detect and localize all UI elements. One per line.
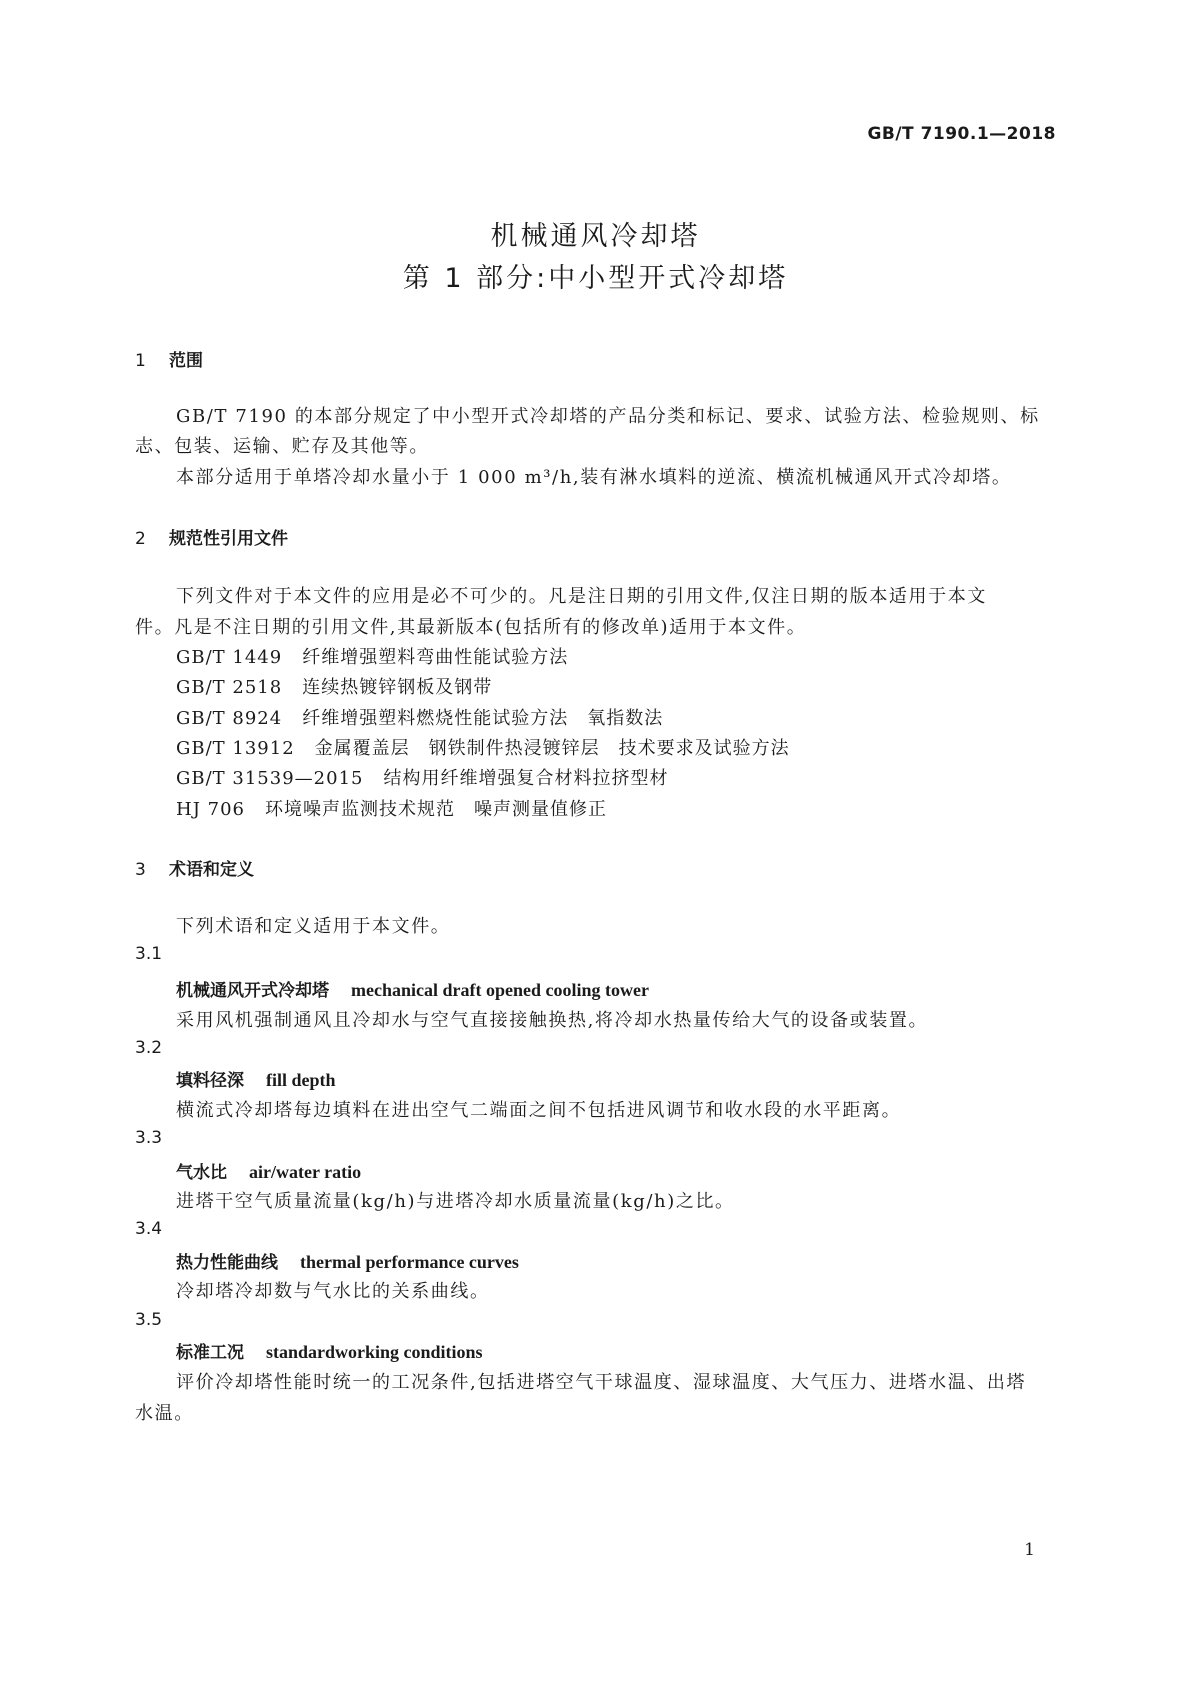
reference-item [176, 734, 790, 760]
term-number: 3.4 [135, 1219, 163, 1239]
term-zh: 气水比 [176, 1163, 227, 1183]
reference-code: GB/T 13912 [176, 738, 295, 759]
paragraph: 件。凡是不注日期的引用文件,其最新版本(包括所有的修改单)适用于本文件。 [135, 617, 807, 638]
term-en: mechanical draft opened cooling tower [351, 980, 649, 1000]
reference-code: HJ 706 [176, 799, 245, 820]
section-1-heading [135, 346, 203, 371]
reference-title: 纤维增强塑料弯曲性能试验方法 [302, 647, 569, 668]
paragraph: 下列术语和定义适用于本文件。 [176, 916, 451, 937]
paragraph: 下列文件对于本文件的应用是必不可少的。凡是注日期的引用文件,仅注日期的版本适用于本文 [176, 586, 987, 607]
term-definition-continued: 水温。 [135, 1403, 194, 1424]
section-3-heading [135, 855, 254, 880]
section-number: 3 [135, 860, 146, 880]
reference-title: 金属覆盖层 钢铁制件热浸镀锌层 技术要求及试验方法 [314, 738, 790, 759]
term-number: 3.2 [135, 1038, 163, 1058]
term-zh: 填料径深 [176, 1071, 244, 1091]
term-zh: 机械通风开式冷却塔 [176, 981, 329, 1001]
term-en: standardworking conditions [266, 1342, 483, 1362]
term-en: air/water ratio [249, 1162, 362, 1182]
section-number: 1 [135, 351, 146, 371]
reference-code: GB/T 2518 [176, 677, 283, 698]
reference-code: GB/T 8924 [176, 708, 283, 729]
term-number: 3.1 [135, 944, 163, 964]
term-definition: 横流式冷却塔每边填料在进出空气二端面之间不包括进风调节和收水段的水平距离。 [176, 1100, 902, 1121]
term-zh: 热力性能曲线 [176, 1253, 278, 1273]
section-2-heading [135, 524, 288, 549]
reference-item [176, 673, 492, 699]
term-en: fill depth [266, 1070, 336, 1090]
section-title: 范围 [169, 351, 203, 371]
section-title: 规范性引用文件 [169, 529, 288, 549]
page-number: 1 [1024, 1540, 1035, 1560]
term-definition: 采用风机强制通风且冷却水与空气直接接触换热,将冷却水热量传给大气的设备或装置。 [176, 1010, 929, 1031]
section-title: 术语和定义 [169, 860, 254, 880]
term-title [176, 1248, 519, 1273]
paragraph: 志、包装、运输、贮存及其他等。 [135, 436, 429, 457]
paragraph: GB/T 7190 的本部分规定了中小型开式冷却塔的产品分类和标记、要求、试验方法、检验规则、标 [176, 406, 1040, 427]
term-title [176, 976, 649, 1001]
reference-item [176, 704, 663, 730]
reference-item [176, 643, 568, 669]
term-title [176, 1066, 336, 1091]
term-number: 3.5 [135, 1310, 163, 1330]
term-definition: 评价冷却塔性能时统一的工况条件,包括进塔空气干球温度、湿球温度、大气压力、进塔水温、出塔 [176, 1372, 1027, 1393]
document-subtitle: 第 1 部分:中小型开式冷却塔 [402, 263, 789, 294]
reference-item [176, 764, 668, 790]
reference-title: 环境噪声监测技术规范 噪声测量值修正 [265, 799, 607, 820]
term-definition: 进塔干空气质量流量(kg/h)与进塔冷却水质量流量(kg/h)之比。 [176, 1191, 735, 1212]
term-en: thermal performance curves [300, 1252, 519, 1272]
document-title: 机械通风冷却塔 [490, 221, 701, 252]
reference-item [176, 795, 607, 821]
term-definition: 冷却塔冷却数与气水比的关系曲线。 [176, 1281, 490, 1302]
reference-title: 结构用纤维增强复合材料拉挤型材 [383, 768, 669, 789]
paragraph: 本部分适用于单塔冷却水量小于 1 000 m³/h,装有淋水填料的逆流、横流机械通风开式冷却塔。 [176, 467, 1012, 488]
section-number: 2 [135, 529, 146, 549]
term-title [176, 1338, 483, 1363]
term-title [176, 1158, 361, 1183]
term-number: 3.3 [135, 1128, 163, 1148]
reference-title: 连续热镀锌钢板及钢带 [302, 677, 493, 698]
reference-title: 纤维增强塑料燃烧性能试验方法 氧指数法 [302, 708, 664, 729]
reference-code: GB/T 1449 [176, 647, 283, 668]
term-zh: 标准工况 [176, 1343, 244, 1363]
standard-number: GB/T 7190.1—2018 [867, 124, 1056, 144]
reference-code: GB/T 31539—2015 [176, 768, 364, 789]
